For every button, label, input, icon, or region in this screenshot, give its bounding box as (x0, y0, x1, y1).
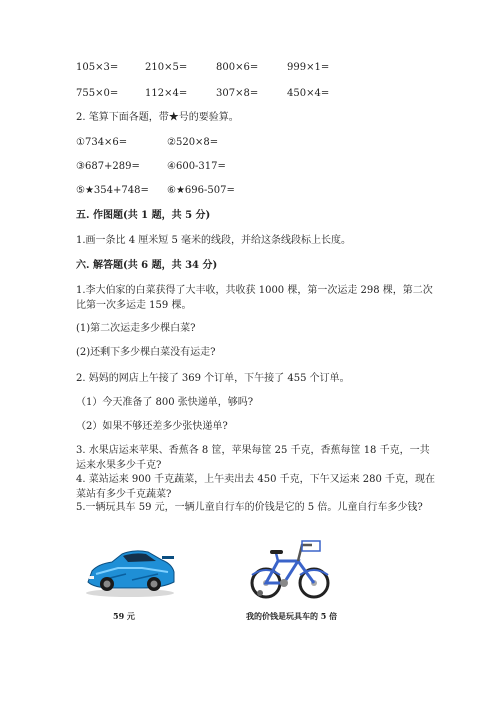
written-calc-item: ③687+289= (76, 161, 140, 172)
question-2-title: 2. 笔算下面各题，带★号的要验算。 (76, 112, 239, 123)
word-problem-3: 3. 水果店运来苹果、香蕉各 8 筐，苹果每筐 25 千克，香蕉每筐 18 千克，一共 (76, 445, 430, 456)
word-problem-4-cont: 菜站有多少千克蔬菜? (76, 489, 172, 500)
sub-question: （1）今天准备了 800 张快递单，够吗? (76, 397, 254, 408)
calc-item: 450×4= (287, 88, 330, 99)
written-calc-item: ②520×8= (167, 137, 219, 148)
car-price-caption: 59 元 (113, 611, 135, 621)
sub-question: (2)还剩下多少棵白菜没有运走? (76, 347, 216, 358)
toy-car-image (82, 538, 178, 600)
calc-item: 999×1= (287, 62, 330, 73)
section-6-heading: 六. 解答题(共 6 题，共 34 分) (76, 260, 218, 271)
word-problem-1-cont: 比第一次多运走 159 棵。 (76, 300, 192, 311)
word-problem-5: 5.一辆玩具车 59 元，一辆儿童自行车的价钱是它的 5 倍。儿童自行车多少钱? (76, 502, 423, 513)
section-5-heading: 五. 作图题(共 1 题，共 5 分) (76, 210, 211, 221)
word-problem-3-cont: 运来水果多少千克? (76, 460, 162, 471)
written-calc-item: ⑥★696-507= (167, 185, 235, 196)
sub-question: (1)第二次运走多少棵白菜? (76, 323, 196, 334)
calc-item: 105×3= (76, 62, 119, 73)
word-problem-2: 2. 妈妈的网店上午接了 369 个订单，下午接了 455 个订单。 (76, 373, 350, 384)
calc-item: 307×8= (216, 88, 259, 99)
written-calc-item: ①734×6= (76, 137, 128, 148)
kids-bike-image (246, 539, 336, 601)
calc-item: 112×4= (145, 88, 188, 99)
word-problem-1: 1.李大伯家的白菜获得了大丰收，共收获 1000 棵，第一次运走 298 棵，第二次 (76, 285, 433, 296)
calc-item: 210×5= (145, 62, 188, 73)
calc-item: 755×0= (76, 88, 119, 99)
calc-item: 800×6= (216, 62, 259, 73)
written-calc-item: ④600-317= (167, 161, 226, 172)
written-calc-item: ⑤★354+748= (76, 185, 149, 196)
word-problem-4: 4. 菜站运来 900 千克蔬菜，上午卖出去 450 千克，下午又运来 280 千克，现在 (76, 474, 436, 485)
bike-price-caption: 我的价钱是玩具车的 5 倍 (246, 611, 338, 621)
sub-question: （2）如果不够还差多少张快递单? (76, 421, 228, 432)
drawing-question: 1.画一条比 4 厘米短 5 毫米的线段，并给这条线段标上长度。 (76, 235, 351, 246)
